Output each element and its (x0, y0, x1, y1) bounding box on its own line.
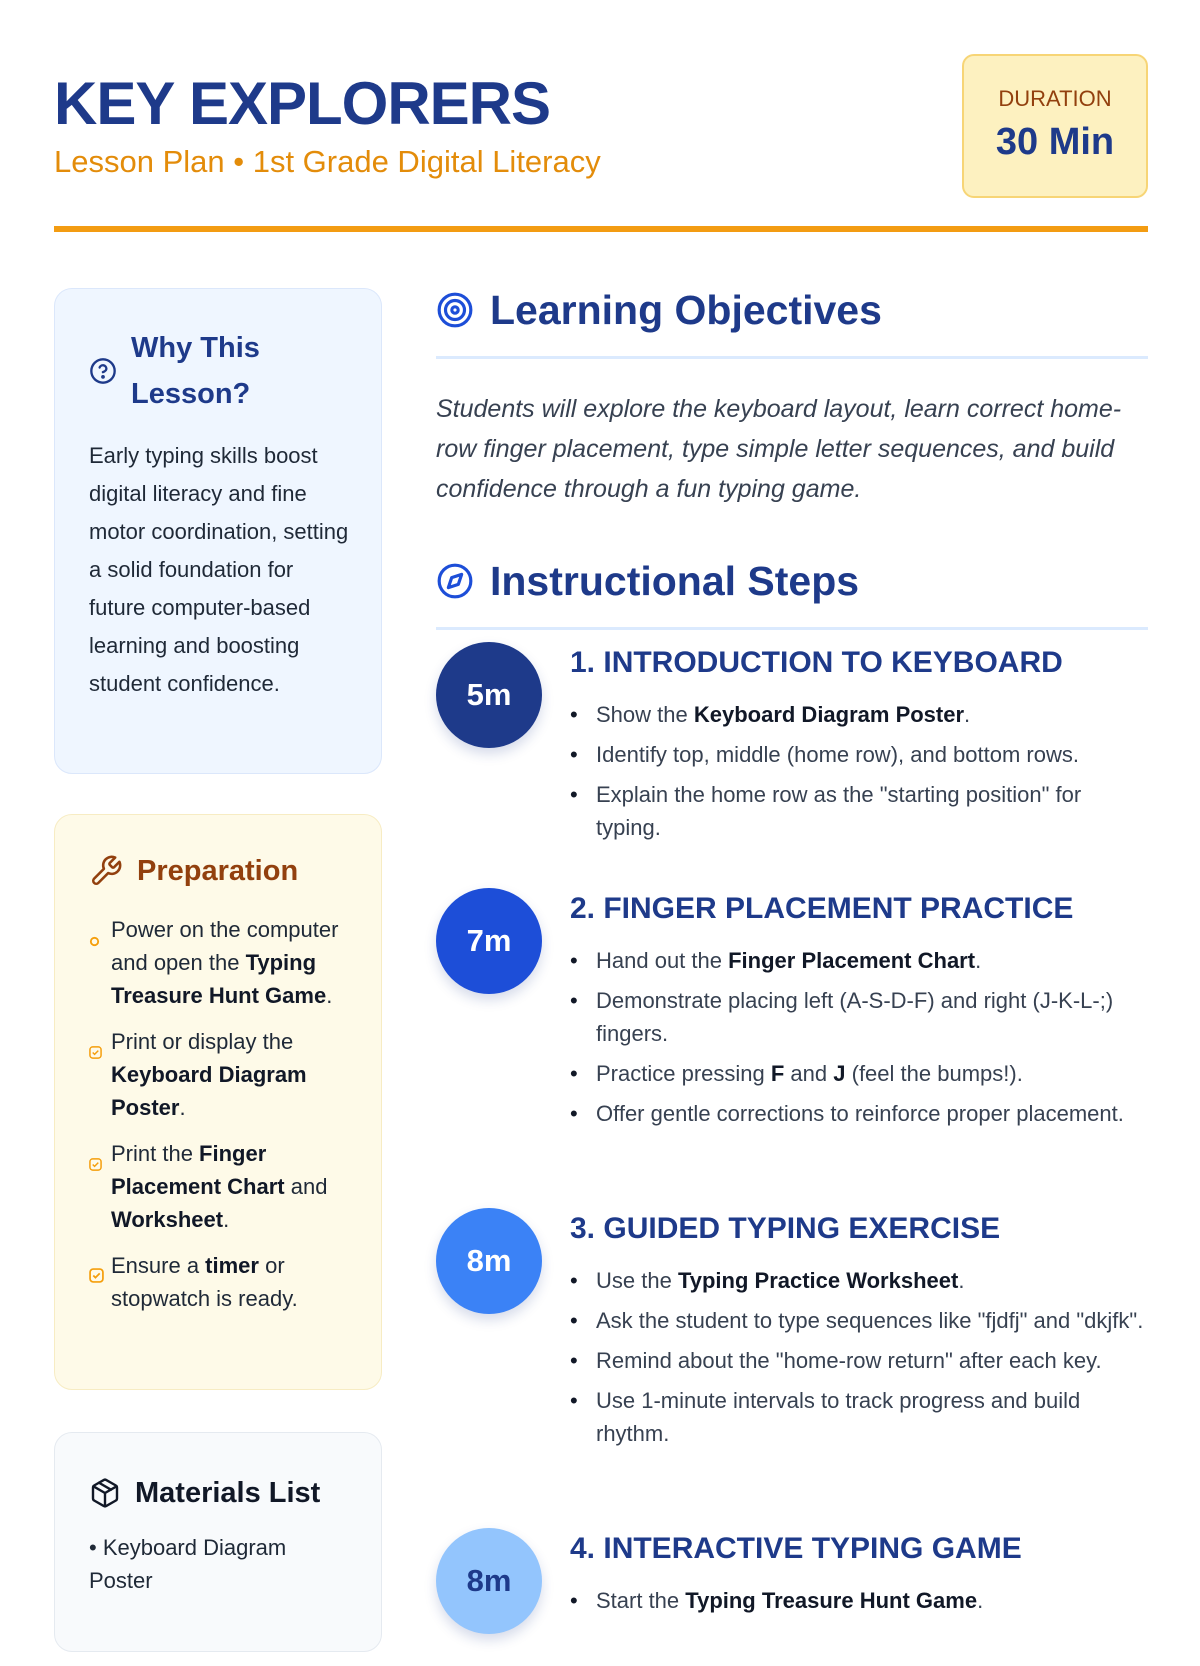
target-icon (436, 291, 474, 329)
step-4 (436, 1526, 1148, 1666)
step-title: 4. INTERACTIVE TYPING GAME (570, 1532, 1022, 1565)
bullet-dot-icon (89, 913, 111, 1012)
list-item: • Explain the home row as the "starting position" for typing. (570, 778, 1148, 844)
objectives-heading (436, 282, 1148, 338)
step-title: 2. FINGER PLACEMENT PRACTICE (570, 892, 1074, 925)
list-item: • Ask the student to type sequences like "fjdfj" and "dkjfk". (570, 1304, 1148, 1337)
materials-list (89, 1531, 349, 1597)
step-title: 1. INTRODUCTION TO KEYBOARD (570, 646, 1063, 679)
step-title: 3. GUIDED TYPING EXERCISE (570, 1212, 1001, 1245)
list-item: • Demonstrate placing left (A-S-D-F) and right (J-K-L-;) fingers. (570, 984, 1148, 1050)
checkbox-icon (89, 1025, 111, 1124)
preparation-title: Preparation (137, 855, 299, 887)
why-body: Early typing skills boost digital literacy and fine motor coordination, setting a solid foundation for future computer-based learning and boosting student confidence. (89, 443, 349, 696)
list-item: • Identify top, middle (home row), and bottom rows. (570, 738, 1148, 771)
list-item: • Practice pressing F and J (feel the bumps!). (570, 1057, 1148, 1090)
duration-badge (962, 54, 1148, 198)
objectives-title: Learning Objectives (490, 287, 882, 333)
step-time-badge: 7m (436, 888, 542, 994)
question-circle-icon (89, 357, 117, 385)
why-card (54, 288, 382, 774)
step-time-badge: 8m (436, 1528, 542, 1634)
step-2 (436, 886, 1148, 1206)
step-time-badge: 5m (436, 642, 542, 748)
objectives-text: Students will explore the keyboard layout, learn correct home-row finger placement, type simple letter sequences, and build confidence through a fun typing game. (436, 395, 1122, 503)
section-divider (436, 627, 1148, 630)
section-divider (436, 356, 1148, 359)
step-time-badge: 8m (436, 1208, 542, 1314)
list-item: • Show the Keyboard Diagram Poster. (570, 698, 1148, 731)
list-item: Ensure a timer or stopwatch is ready. (89, 1249, 349, 1315)
list-item: Print or display the Keyboard Diagram Poster. (89, 1025, 349, 1124)
materials-title: Materials List (135, 1477, 321, 1509)
materials-card (54, 1432, 382, 1652)
wrench-icon (89, 854, 123, 888)
list-item: • Use 1-minute intervals to track progress and build rhythm. (570, 1384, 1148, 1450)
checkbox-icon (89, 1249, 111, 1315)
page-title: KEY EXPLORERS (54, 70, 551, 137)
box-icon (89, 1477, 121, 1509)
list-item: • Hand out the Finger Placement Chart. (570, 944, 1148, 977)
why-title: Why This Lesson? (131, 332, 260, 410)
preparation-list (89, 913, 349, 1315)
compass-icon (436, 562, 474, 600)
header (54, 52, 1148, 232)
steps-title: Instructional Steps (490, 558, 860, 604)
steps-list (436, 640, 1148, 1666)
steps-heading (436, 553, 1148, 609)
list-item: • Start the Typing Treasure Hunt Game. (570, 1584, 1148, 1617)
checkbox-icon (89, 1137, 111, 1236)
page-subtitle: Lesson Plan • 1st Grade Digital Literacy (54, 144, 601, 179)
list-item: • Offer gentle corrections to reinforce proper placement. (570, 1097, 1148, 1130)
list-item: • Use the Typing Practice Worksheet. (570, 1264, 1148, 1297)
list-item: • Keyboard Diagram Poster (89, 1535, 287, 1593)
step-1 (436, 640, 1148, 886)
preparation-card (54, 814, 382, 1390)
header-divider (54, 226, 1148, 232)
main-content (436, 282, 1148, 630)
step-3 (436, 1206, 1148, 1526)
duration-label: DURATION (998, 86, 1112, 111)
list-item: Power on the computer and open the Typing Treasure Hunt Game. (89, 913, 349, 1012)
list-item: • Remind about the "home-row return" after each key. (570, 1344, 1148, 1377)
list-item: Print the Finger Placement Chart and Worksheet. (89, 1137, 349, 1236)
duration-value: 30 Min (995, 121, 1115, 163)
